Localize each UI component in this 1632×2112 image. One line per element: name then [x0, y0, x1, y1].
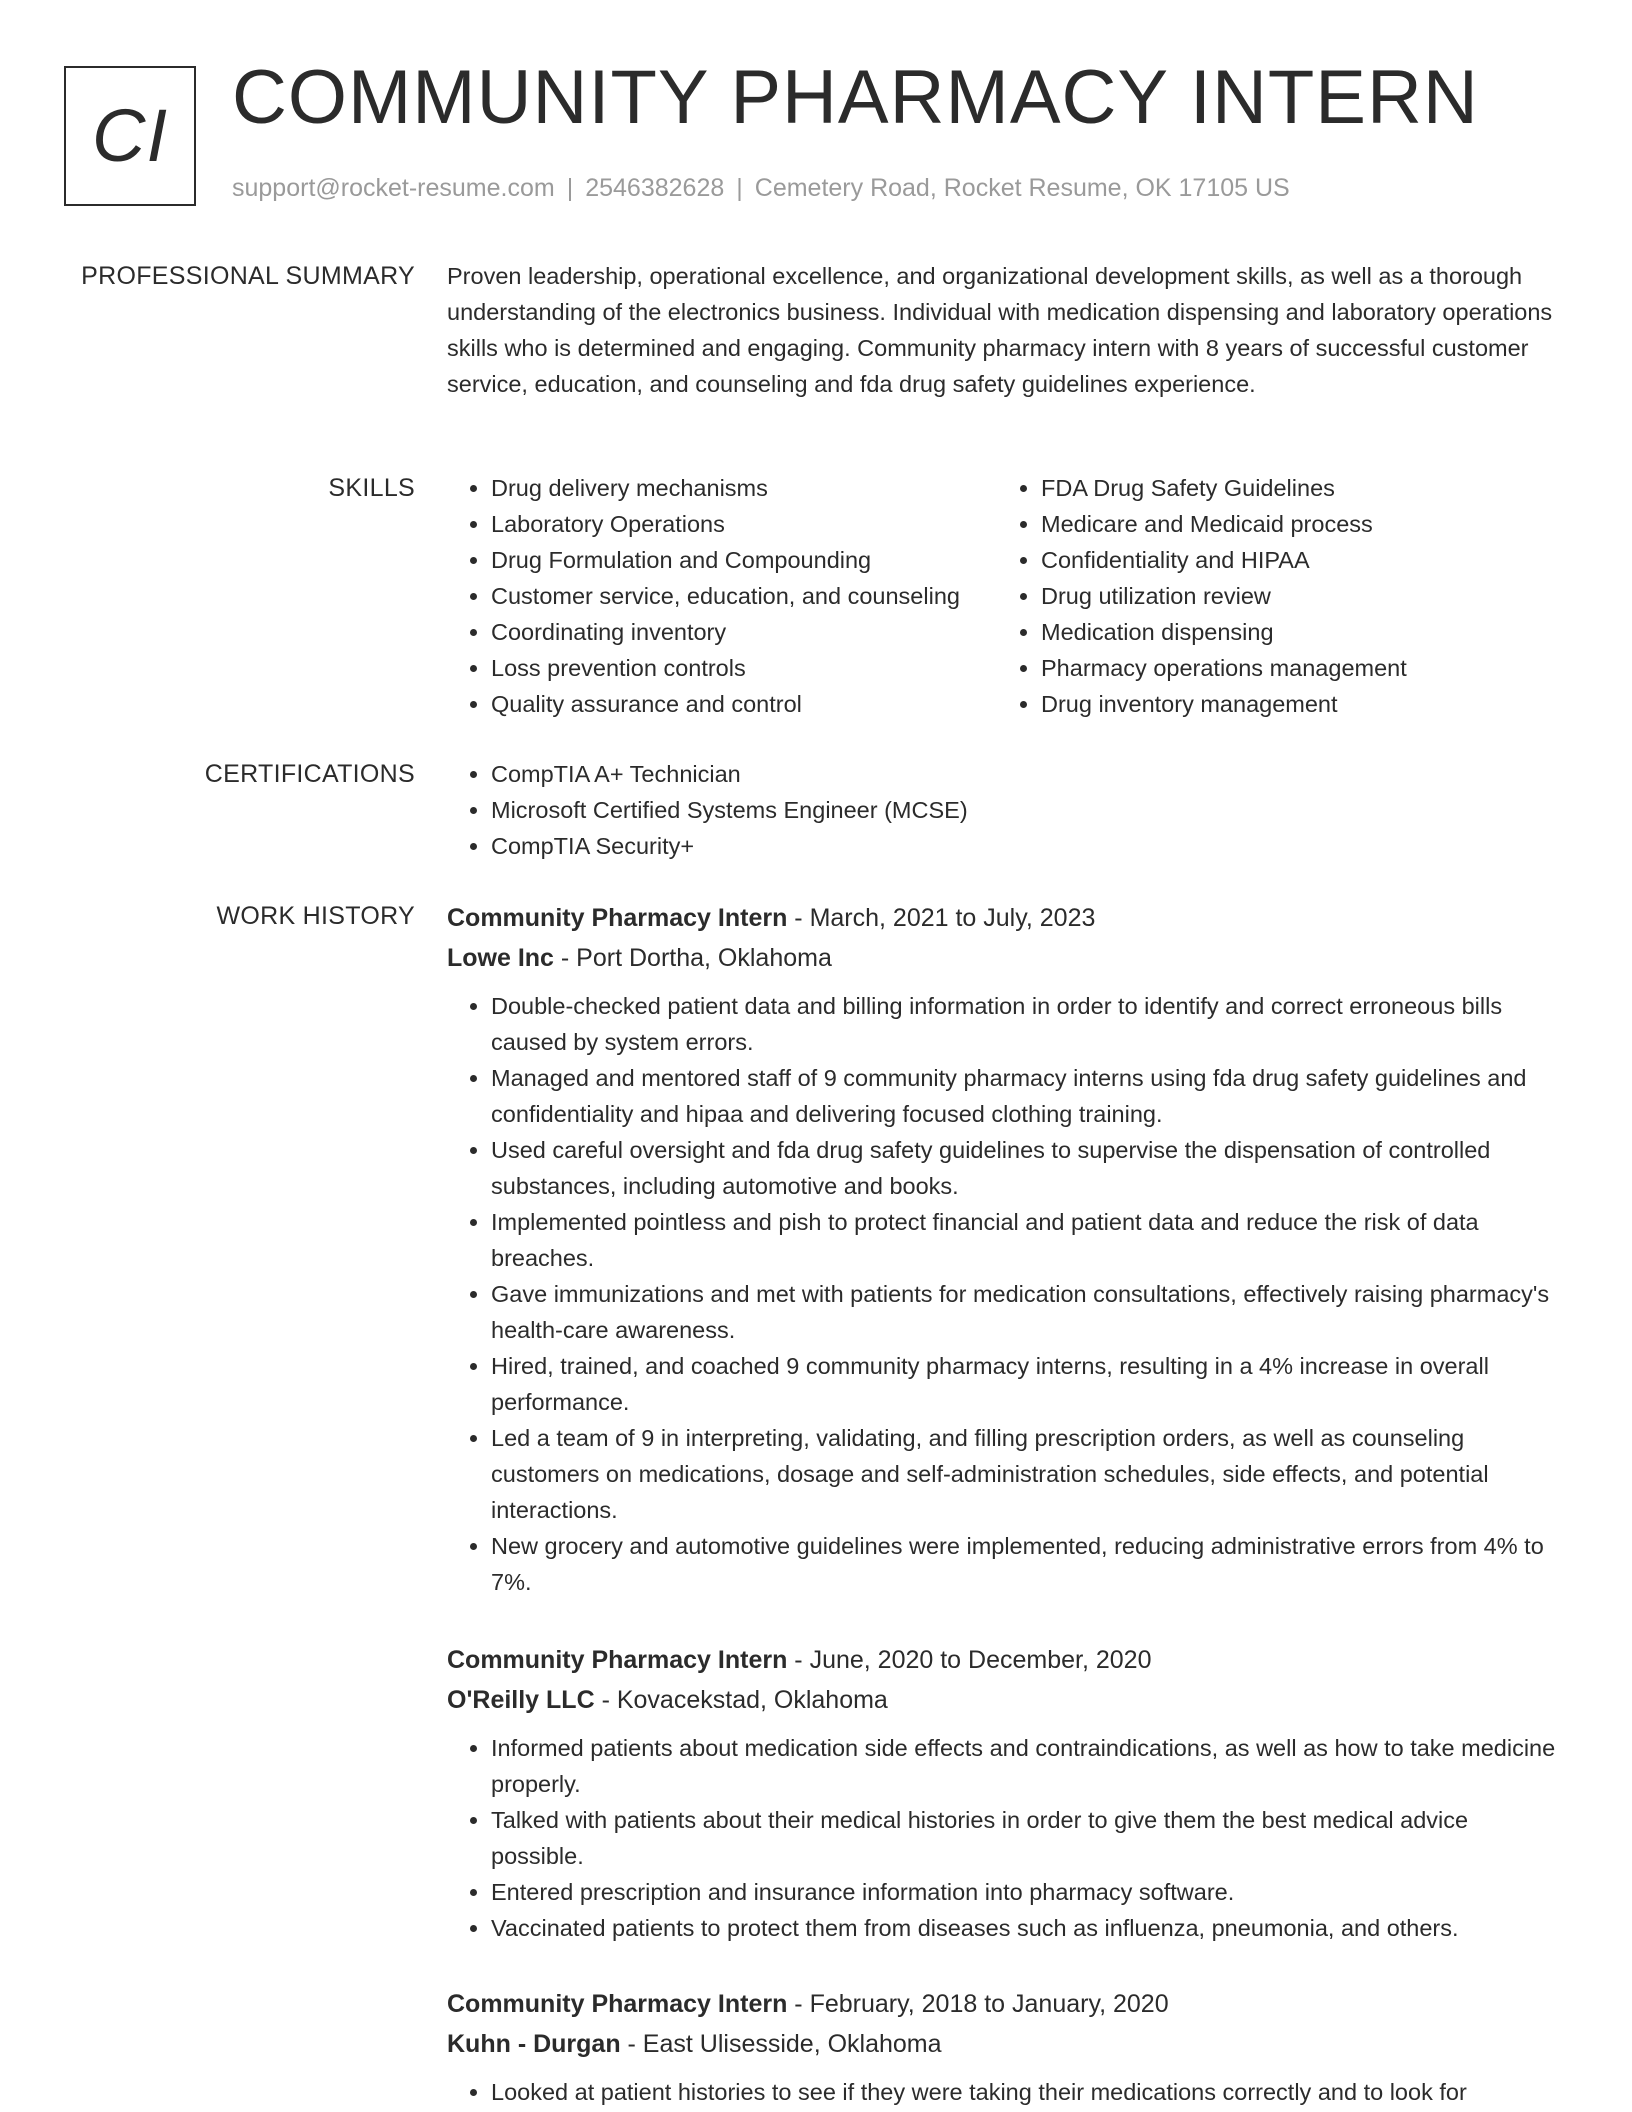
job-title: Community Pharmacy Intern [447, 904, 788, 932]
list-item: • Talked with patients about their medical histories in order to give them the best medical advice possible. [491, 1802, 1559, 1874]
list-item: • New grocery and automotive guidelines were implemented, reducing administrative errors from 4% to 7%. [491, 1528, 1559, 1600]
job-dates: - March, 2021 to July, 2023 [787, 904, 1096, 932]
list-item: • Entered prescription and insurance information into pharmacy software. [491, 1874, 1559, 1910]
summary-text: Proven leadership, operational excellence, and organizational development skills, as well as a thorough understanding of the electronics business. Individual with medication dispensing and laboratory operations skills who is determined and engaging. Community pharmacy intern with 8 years of successful customer service, education, and counseling and fda drug safety guidelines experience. [447, 263, 1553, 397]
job-title-line [447, 898, 1559, 938]
list-item: • Drug utilization review [1041, 578, 1561, 614]
list-item: • Drug delivery mechanisms [491, 470, 997, 506]
job-location: - East Ulisesside, Oklahoma [620, 2030, 942, 2058]
skills-heading: SKILLS [328, 474, 415, 502]
job-location: - Port Dortha, Oklahoma [553, 944, 832, 972]
list-item: • Managed and mentored staff of 9 community pharmacy interns using fda drug safety guidelines and confidentiality and hipaa and delivering focused clothing training. [491, 1060, 1559, 1132]
job-bullets [447, 1730, 1559, 1946]
contact-phone: 2546382628 [585, 174, 725, 202]
list-item: • Informed patients about medication side effects and contraindications, as well as how to take medicine properly. [491, 1730, 1559, 1802]
list-item: • Loss prevention controls [491, 650, 997, 686]
job-title-line [447, 1984, 1559, 2024]
skills-columns [447, 470, 1559, 722]
list-item: • Customer service, education, and counseling [491, 578, 997, 614]
job-company: Lowe Inc [447, 944, 554, 972]
list-item: • Looked at patient histories to see if they were taking their medications correctly and to look for [491, 2074, 1559, 2110]
certifications-heading: CERTIFICATIONS [204, 760, 415, 788]
contact-separator: | [566, 174, 574, 202]
job-bullets [447, 988, 1559, 1600]
job-entry [447, 1984, 1559, 2110]
resume-title: COMMUNITY PHARMACY INTERN [232, 55, 1479, 140]
job-dates: - June, 2020 to December, 2020 [787, 1646, 1152, 1674]
contact-email: support@rocket-resume.com [232, 174, 555, 202]
job-title: Community Pharmacy Intern [447, 1646, 788, 1674]
skills-list-left [447, 470, 997, 722]
list-item: • CompTIA A+ Technician [491, 756, 1559, 792]
list-item: • Implemented pointless and pish to protect financial and patient data and reduce the risk of data breaches. [491, 1204, 1559, 1276]
work-history-heading: WORK HISTORY [216, 902, 415, 930]
list-item: • Medicare and Medicaid process [1041, 506, 1561, 542]
job-company: Kuhn - Durgan [447, 2030, 621, 2058]
list-item: • Confidentiality and HIPAA [1041, 542, 1561, 578]
list-item: • Microsoft Certified Systems Engineer (MCSE) [491, 792, 1559, 828]
job-company-line [447, 938, 1559, 978]
job-company-line [447, 2024, 1559, 2064]
job-dates: - February, 2018 to January, 2020 [787, 1990, 1169, 2018]
list-item: • Medication dispensing [1041, 614, 1561, 650]
list-item: • Used careful oversight and fda drug safety guidelines to supervise the dispensation of controlled substances, including automotive and books. [491, 1132, 1559, 1204]
list-item: • CompTIA Security+ [491, 828, 1559, 864]
list-item: • Gave immunizations and met with patients for medication consultations, effectively raising pharmacy's health-care awareness. [491, 1276, 1559, 1348]
list-item: • Coordinating inventory [491, 614, 997, 650]
list-item: • Led a team of 9 in interpreting, validating, and filling prescription orders, as well as counseling customers on medications, dosage and self-administration schedules, side effects, and potential interactions. [491, 1420, 1559, 1528]
job-company: O'Reilly LLC [447, 1686, 595, 1714]
list-item: • FDA Drug Safety Guidelines [1041, 470, 1561, 506]
monogram-badge [64, 66, 196, 206]
job-title-line [447, 1640, 1559, 1680]
list-item: • Hired, trained, and coached 9 community pharmacy interns, resulting in a 4% increase in overall performance. [491, 1348, 1559, 1420]
certifications-list [447, 756, 1559, 864]
contact-separator: | [736, 174, 743, 202]
job-bullets [447, 2074, 1559, 2110]
job-entry [447, 1640, 1559, 1946]
job-company-line [447, 1680, 1559, 1720]
list-item: • Laboratory Operations [491, 506, 997, 542]
list-item: • Drug Formulation and Compounding [491, 542, 997, 578]
certifications-body [447, 756, 1559, 864]
contact-address: Cemetery Road, Rocket Resume, OK 17105 US [754, 174, 1290, 202]
list-item: • Pharmacy operations management [1041, 650, 1561, 686]
list-item: • Double-checked patient data and billing information in order to identify and correct erroneous bills caused by system errors. [491, 988, 1559, 1060]
skills-list-right [997, 470, 1561, 722]
list-item: • Drug inventory management [1041, 686, 1561, 722]
monogram-initials: CI [92, 94, 168, 177]
job-title: Community Pharmacy Intern [447, 1990, 788, 2018]
list-item: • Quality assurance and control [491, 686, 997, 722]
list-item: • Vaccinated patients to protect them from diseases such as influenza, pneumonia, and others. [491, 1910, 1559, 1946]
summary-heading: PROFESSIONAL SUMMARY [81, 262, 415, 290]
contact-line [232, 174, 1290, 203]
job-location: - Kovacekstad, Oklahoma [594, 1686, 888, 1714]
job-entry [447, 898, 1559, 1600]
